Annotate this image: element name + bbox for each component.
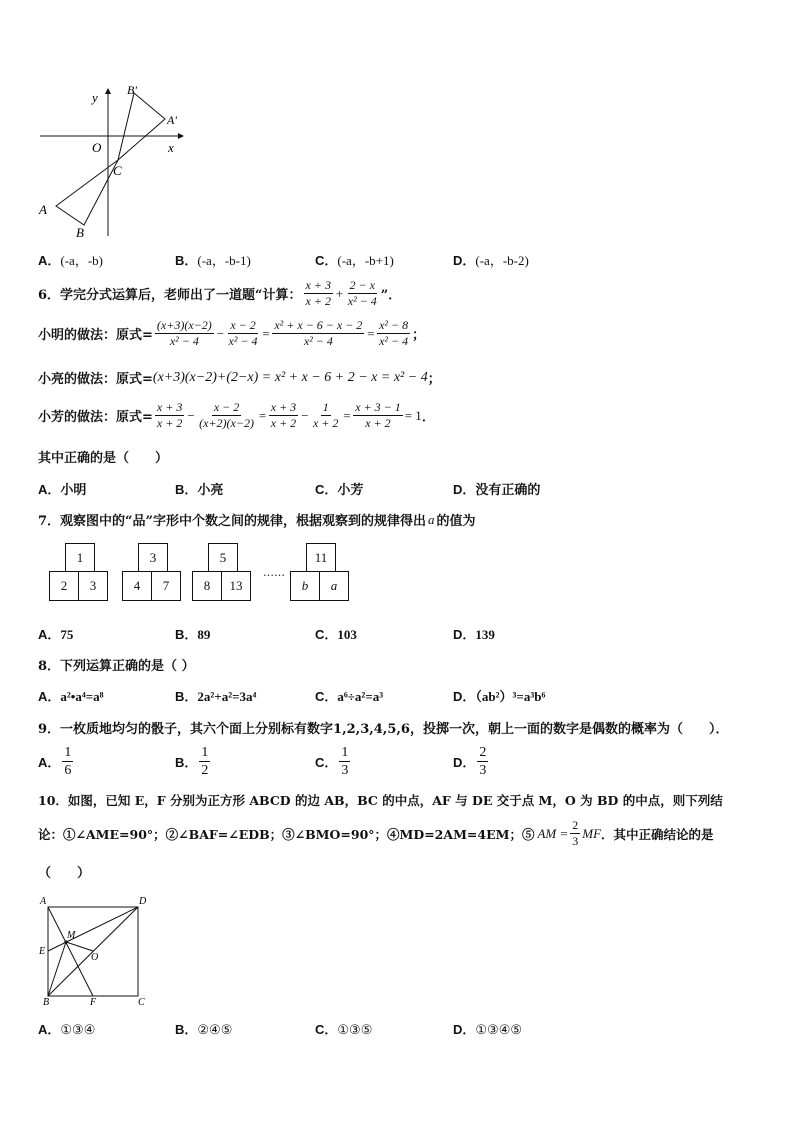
option-text: （ab²）³=a³b⁶: [475, 689, 546, 704]
option-label: C．: [315, 253, 338, 268]
option-label: D．: [453, 755, 476, 770]
option-label: D．: [453, 482, 476, 497]
q7-option-c[interactable]: [315, 624, 357, 643]
q10-line2-a: 论：①∠AME=90°；②∠BAF=∠EDB；③∠BMO=90°；④MD=2AM=4EM；⑤: [38, 826, 535, 842]
denominator: 2: [201, 763, 209, 778]
option-text: ①③④⑤: [475, 1022, 523, 1037]
numerator: x² + x − 6 − x − 2: [274, 318, 363, 332]
q6-option-d[interactable]: [453, 479, 540, 498]
q9-option-b[interactable]: [175, 744, 212, 779]
denominator: (x+2)(x−2): [199, 416, 254, 430]
q6-question: 其中正确的是（ ）: [38, 451, 169, 466]
option-text: 小亮: [197, 483, 224, 498]
q6-stem: [38, 278, 401, 309]
option-text: 75: [60, 627, 74, 642]
q7-group2-right: 7: [151, 571, 181, 601]
q6-fang-end: ．: [421, 410, 435, 425]
denominator: x² − 4: [228, 334, 258, 348]
option-text: (-a，-b-2): [475, 253, 529, 268]
q5-label-a-prime: A': [167, 113, 177, 127]
q6-stem-plus: +: [334, 285, 344, 301]
numerator: 1: [341, 745, 349, 760]
q5-label-o: O: [92, 140, 102, 155]
q7-option-b[interactable]: [175, 624, 210, 643]
option-text: 小明: [60, 483, 87, 498]
q8-option-a[interactable]: [38, 686, 104, 705]
q9-option-d[interactable]: [453, 744, 490, 779]
q10-line2-mf: MF: [582, 825, 602, 841]
denominator: x² − 4: [347, 294, 377, 308]
q6-ming-end: ；: [412, 328, 426, 343]
option-text: 没有正确的: [475, 483, 541, 498]
q6-fang-minus-2: −: [300, 407, 309, 423]
numerator: x + 3: [156, 400, 183, 414]
q7-group4-top: 11: [306, 543, 336, 572]
option-label: C．: [315, 689, 338, 704]
q6-ming-fraction-4: [377, 318, 410, 349]
option-text: (-a，-b+1): [337, 253, 394, 268]
q7-stem-text: 7．观察图中的“品”字形中个数之间的规律，根据观察到的规律得出: [38, 514, 427, 529]
q5-option-d[interactable]: [453, 250, 529, 269]
denominator: 3: [572, 834, 579, 848]
option-text: 89: [197, 627, 211, 642]
option-label: A．: [38, 482, 61, 497]
q7-stem: [38, 510, 476, 529]
option-label: A．: [38, 627, 61, 642]
q6-fang-fraction-3: [269, 400, 298, 431]
q6-liang-expression: (x+3)(x−2)+(2−x) = x² + x − 6 + 2 − x = x² − 4: [152, 369, 428, 385]
q6-stem-suffix: ”．: [380, 288, 402, 303]
option-label: C．: [315, 627, 338, 642]
option-label: A．: [38, 253, 61, 268]
q10-option-a[interactable]: [38, 1019, 95, 1038]
q6-ming-equals-2: =: [366, 325, 376, 341]
denominator: 6: [64, 763, 72, 778]
option-label: B．: [175, 689, 198, 704]
option-text: a²•a⁴=a⁸: [60, 689, 104, 704]
q10-label-f: F: [90, 997, 97, 1007]
q9-option-a[interactable]: [38, 744, 75, 779]
q5-option-b[interactable]: [175, 250, 251, 269]
q10-paren: （ ）: [38, 866, 91, 881]
option-text: ②④⑤: [197, 1022, 233, 1037]
q5-label-b: B: [76, 225, 84, 240]
option-label: A．: [38, 755, 61, 770]
option-fraction: [62, 744, 73, 779]
q10-option-b[interactable]: [175, 1019, 232, 1038]
q6-xiaoliang-prefix: 小亮的做法：原式=: [38, 372, 153, 387]
q6-ming-fraction-3: [272, 318, 364, 349]
option-label: B．: [175, 627, 198, 642]
q6-liang-end: ；: [427, 372, 441, 387]
q6-fang-minus: −: [186, 407, 196, 423]
q6-xiaofang-method: [38, 400, 435, 431]
q10-line2-b: ．其中正确结论的是: [601, 826, 714, 842]
numerator: x − 2: [230, 318, 256, 332]
q7-group2-top: 3: [138, 543, 168, 572]
option-label: B．: [175, 482, 198, 497]
option-label: C．: [315, 482, 338, 497]
q7-option-d[interactable]: [453, 624, 495, 643]
option-label: D．: [453, 1022, 476, 1037]
option-label: B．: [175, 755, 198, 770]
option-label: D．: [453, 253, 476, 268]
q6-ming-minus: −: [215, 325, 225, 341]
q10-label-e: E: [39, 946, 46, 957]
numerator: x + 3: [270, 400, 297, 414]
numerator: 1: [64, 745, 72, 760]
q6-xiaoliang-method: [38, 368, 441, 387]
q10-line2-math: AM =: [537, 825, 569, 841]
option-label: C．: [315, 755, 338, 770]
q5-option-c[interactable]: [315, 250, 394, 269]
q9-option-c[interactable]: [315, 744, 352, 779]
q10-stem-line1: 10．如图，已知 E，F 分别为正方形 ABCD 的边 AB，BC 的中点，AF 与 DE 交于点 M，O 为 BD 的中点，则下列结: [38, 793, 723, 808]
denominator: x + 2: [305, 294, 331, 308]
numerator: 1: [201, 745, 209, 760]
q6-fang-fraction-2: [197, 400, 256, 431]
option-text: (-a，-b): [60, 253, 103, 268]
q6-xiaoming-method: [38, 318, 425, 349]
q7-group4-left: b: [290, 571, 320, 601]
numerator: x² − 8: [379, 318, 409, 332]
q5-label-a: A: [39, 202, 47, 217]
q6-stem-fraction-2: [346, 278, 379, 309]
option-text: ①③④: [60, 1022, 96, 1037]
q6-fang-fraction-5: [353, 400, 403, 431]
option-label: D．: [453, 627, 476, 642]
numerator: 2: [479, 745, 487, 760]
q5-option-a[interactable]: [38, 250, 103, 269]
denominator: 3: [341, 763, 349, 778]
denominator: x² − 4: [303, 334, 333, 348]
q6-stem-prefix: 6．学完分式运算后，老师出了一道题“计算：: [38, 288, 302, 303]
denominator: x + 2: [312, 416, 339, 430]
q7-group1-left: 2: [49, 571, 79, 601]
numerator: x + 3 − 1: [355, 400, 401, 414]
numerator: x − 2: [213, 400, 240, 414]
option-fraction: [339, 744, 350, 779]
q10-label-b: B: [43, 997, 50, 1007]
numerator: 1: [322, 400, 329, 414]
option-fraction: [477, 744, 488, 779]
numerator: x + 3: [305, 278, 331, 292]
q5-label-c: C: [113, 163, 122, 178]
option-text: ①③⑤: [337, 1022, 373, 1037]
numerator: (x+3)(x−2): [156, 318, 212, 332]
option-text: 小芳: [337, 483, 364, 498]
q10-line2-fraction: [570, 818, 580, 849]
option-label: A．: [38, 1022, 61, 1037]
q8-option-c[interactable]: [315, 686, 383, 705]
q6-fang-tail: = 1: [404, 407, 422, 423]
q10-square-figure: [36, 892, 156, 1007]
q10-label-o: O: [91, 952, 99, 963]
q10-label-a: A: [40, 896, 47, 907]
q6-xiaoming-prefix: 小明的做法：原式=: [38, 328, 153, 343]
q10-label-m: M: [67, 930, 76, 941]
option-text: 139: [475, 627, 495, 642]
q8-stem: 8．下列运算正确的是（ ）: [38, 659, 195, 674]
option-label: C．: [315, 1022, 338, 1037]
q7-group1-right: 3: [78, 571, 108, 601]
q7-group2-left: 4: [122, 571, 152, 601]
numerator: 2: [572, 818, 579, 832]
q10-option-c[interactable]: [315, 1019, 372, 1038]
q6-xiaofang-prefix: 小芳的做法：原式=: [38, 410, 153, 425]
denominator: x² − 4: [169, 334, 199, 348]
q6-ming-fraction-1: [155, 318, 214, 349]
option-text: 103: [337, 627, 357, 642]
q10-label-c: C: [138, 997, 145, 1007]
denominator: 3: [479, 763, 487, 778]
q7-stem-end: 的值为: [436, 514, 476, 529]
option-text: 2a²+a²=3a⁴: [197, 689, 257, 704]
q7-option-a[interactable]: [38, 624, 73, 643]
option-text: a⁶÷a²=a³: [337, 689, 384, 704]
option-label: B．: [175, 1022, 198, 1037]
q6-ming-equals: =: [261, 325, 271, 341]
q5-label-x: x: [168, 140, 174, 155]
denominator: x + 2: [365, 416, 391, 430]
option-label: A．: [38, 689, 61, 704]
q7-group4-right: a: [319, 571, 349, 601]
q10-option-d[interactable]: [453, 1019, 522, 1038]
q7-group3-right: 13: [221, 571, 251, 601]
q7-stem-var: a: [428, 511, 435, 527]
numerator: 2 − x: [349, 278, 375, 292]
q5-label-y: y: [92, 90, 98, 105]
q8-option-b[interactable]: [175, 686, 256, 705]
denominator: x + 2: [270, 416, 297, 430]
denominator: x + 2: [156, 416, 183, 430]
option-label: D．: [453, 689, 476, 704]
q6-fang-fraction-1: [155, 400, 184, 431]
q6-option-c[interactable]: [315, 479, 363, 498]
q6-option-a[interactable]: [38, 479, 86, 498]
q7-group1-top: 1: [65, 543, 95, 572]
option-label: B．: [175, 253, 198, 268]
q6-ming-fraction-2: [227, 318, 260, 349]
q6-stem-fraction-1: [304, 278, 333, 309]
q7-group3-left: 8: [192, 571, 222, 601]
q6-option-b[interactable]: [175, 479, 223, 498]
q10-stem-line2: [38, 818, 714, 849]
q9-stem: 9．一枚质地均匀的骰子，其六个面上分别标有数字1,2,3,4,5,6，投掷一次，朝上一面的数字是偶数的概率为（ ）．: [38, 722, 729, 737]
q6-fang-equals-2: =: [342, 407, 352, 423]
q6-fang-equals: =: [257, 407, 267, 423]
q7-group3-top: 5: [208, 543, 238, 572]
q8-option-d[interactable]: [453, 686, 545, 705]
q6-fang-fraction-4: [311, 400, 340, 431]
option-text: (-a，-b-1): [197, 253, 251, 268]
denominator: x² − 4: [379, 334, 409, 348]
q5-coordinate-figure: [34, 82, 184, 242]
q10-label-d: D: [139, 896, 147, 907]
q5-label-b-prime: B': [127, 83, 137, 97]
q7-ellipsis: ……: [263, 566, 285, 579]
option-fraction: [199, 744, 210, 779]
